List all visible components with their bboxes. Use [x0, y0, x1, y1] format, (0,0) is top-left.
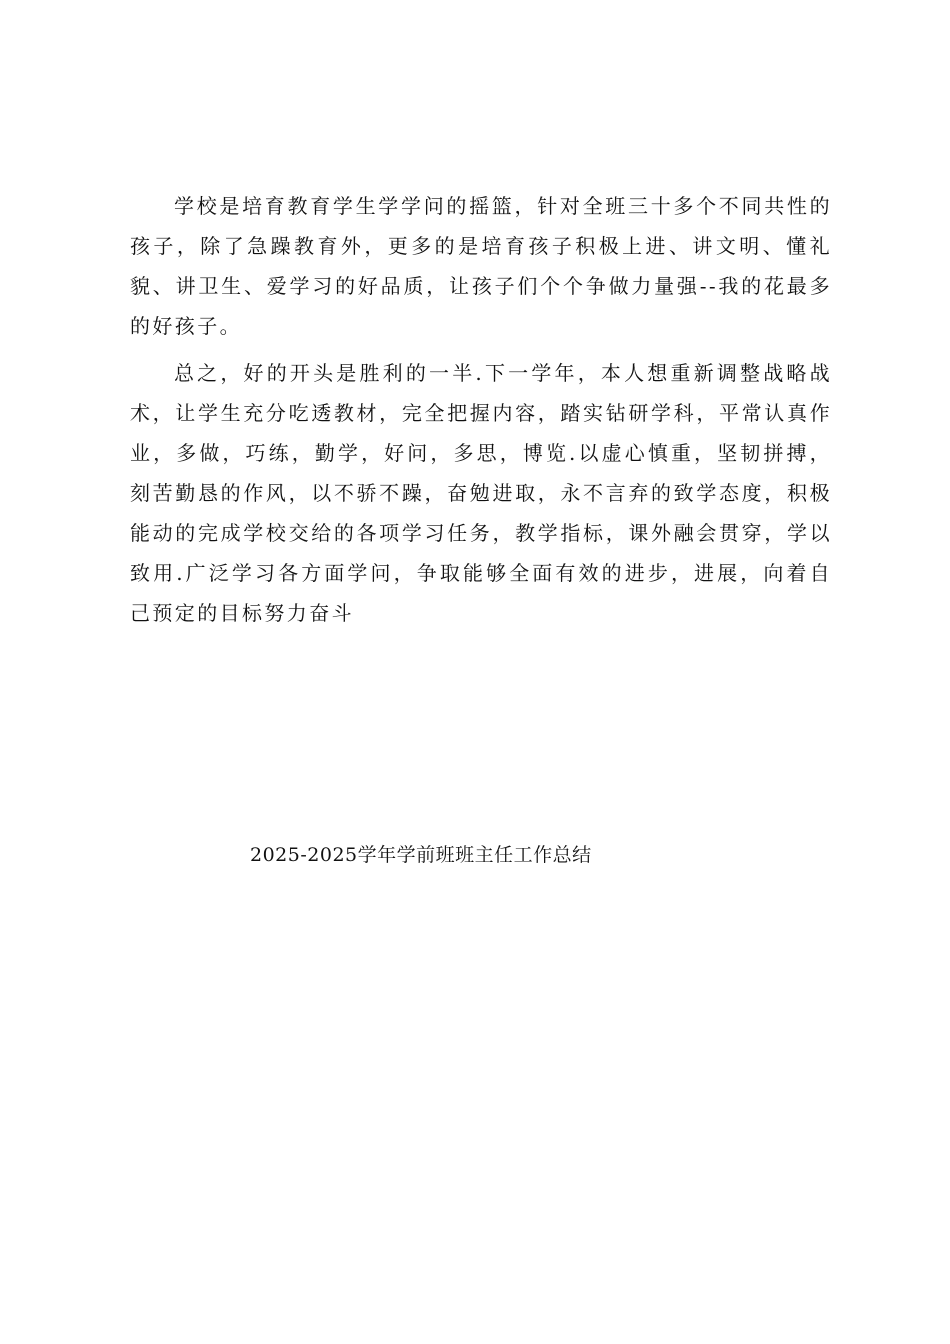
document-body — [130, 186, 832, 633]
next-document-title: 2025-2025学年学前班班主任工作总结 — [250, 844, 592, 866]
paragraph-education-goals: 学校是培育教育学生学学问的摇篮，针对全班三十多个不同共性的孩子，除了急躁教育外，更多的是培育孩子积极上进、讲文明、懂礼貌、讲卫生、爱学习的好品质，让孩子们个个争做力量强--我的花最多的好孩子。 — [130, 194, 832, 338]
paragraph-conclusion: 总之，好的开头是胜利的一半.下一学年，本人想重新调整战略战术，让学生充分吃透教材，完全把握内容，踏实钻研学科，平常认真作业，多做，巧练，勤学，好问，多思，博览.以虚心慎重，坚韧拼搏，刻苦勤恳的作风，以不骄不躁，奋勉进取，永不言弃的致学态度，积极能动的完成学校交给的各项学习任务，教学指标，课外融会贯穿，学以致用.广泛学习各方面学问，争取能够全面有效的进步，进展，向着自己预定的目标努力奋斗 — [130, 361, 832, 625]
